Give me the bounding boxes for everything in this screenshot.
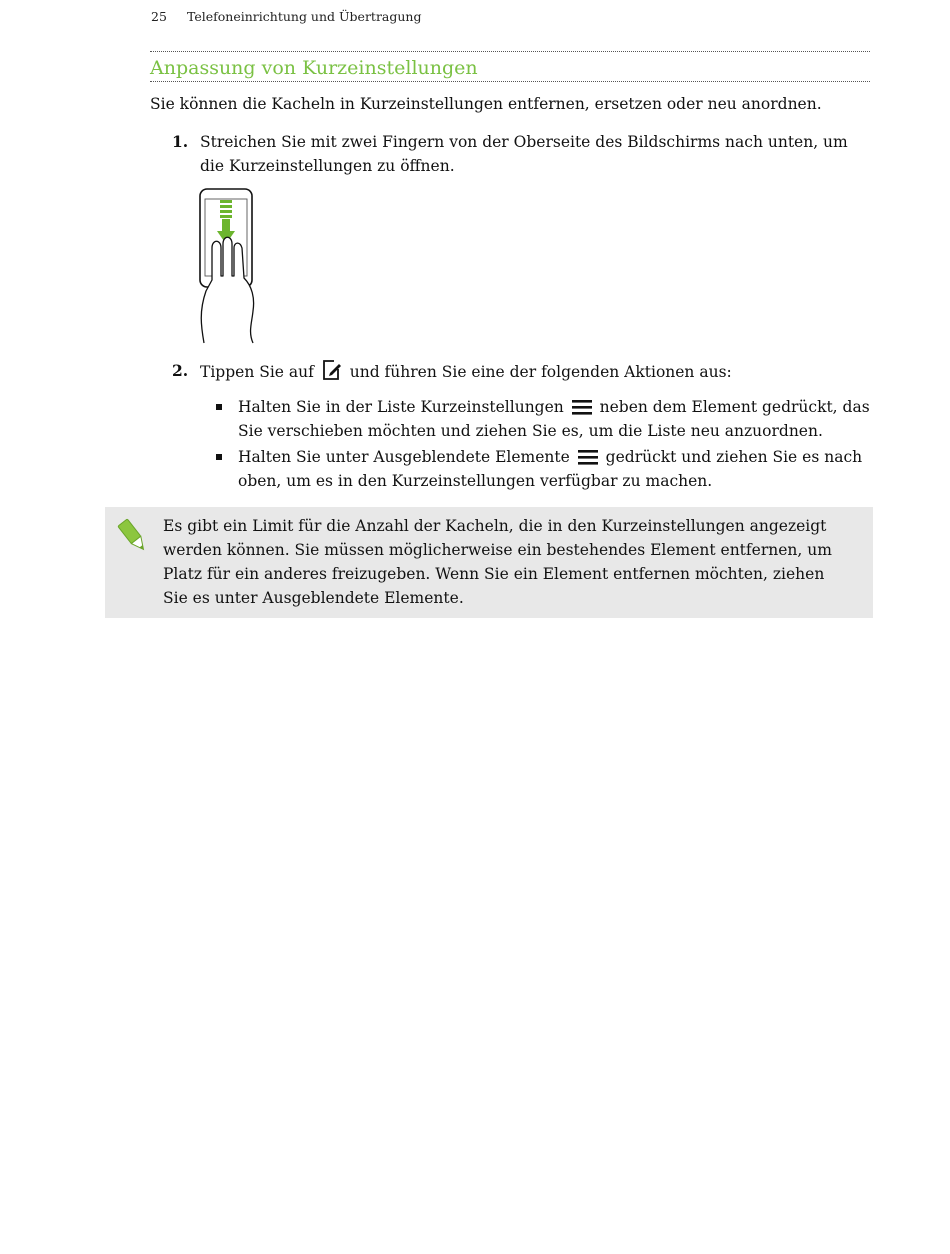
drag-handle-icon — [572, 398, 592, 416]
note-box — [105, 507, 873, 618]
bullet-list — [215, 395, 875, 495]
step-text: Tippen Sie auf und führen Sie eine der folgenden Aktionen aus: — [200, 359, 872, 384]
page-number: 25 — [151, 9, 167, 24]
note-text: Es gibt ein Limit für die Anzahl der Kacheln, die in den Kurzeinstellungen angezeigt werden können. Sie müssen möglicherweise ein bestehendes Element entfernen, um Platz für ein anderes freizugeben. Wenn Sie ein Element entfernen möchten, ziehen Sie es unter Ausgeblendete Elemente. — [163, 517, 832, 607]
bullet-marker — [216, 404, 222, 410]
step-1 — [172, 130, 872, 178]
step-text: Streichen Sie mit zwei Fingern von der Oberseite des Bildschirms nach unten, um die Kurzeinstellungen zu öffnen. — [200, 133, 848, 175]
page-header — [151, 9, 421, 24]
edit-icon — [322, 359, 342, 381]
pencil-icon — [117, 518, 149, 554]
intro-paragraph: Sie können die Kacheln in Kurzeinstellungen entfernen, ersetzen oder neu anordnen. — [150, 95, 822, 113]
step-2 — [172, 359, 872, 384]
chapter-title: Telefoneinrichtung und Übertragung — [187, 9, 422, 24]
two-finger-swipe-illustration — [196, 186, 260, 344]
drag-handle-icon — [578, 448, 598, 466]
bullet-marker — [216, 454, 222, 460]
step-number: 2. — [172, 361, 189, 380]
list-item: Halten Sie in der Liste Kurzeinstellungen neben dem Element gedrückt, das Sie verschieben möchten und ziehen Sie es, um die Liste neu anzuordnen. — [215, 395, 875, 443]
step-number: 1. — [172, 132, 189, 151]
list-item: Halten Sie unter Ausgeblendete Elemente gedrückt und ziehen Sie es nach oben, um es in den Kurzeinstellungen verfügbar zu machen. — [215, 445, 875, 493]
section-title: Anpassung von Kurzeinstellungen — [150, 51, 870, 82]
